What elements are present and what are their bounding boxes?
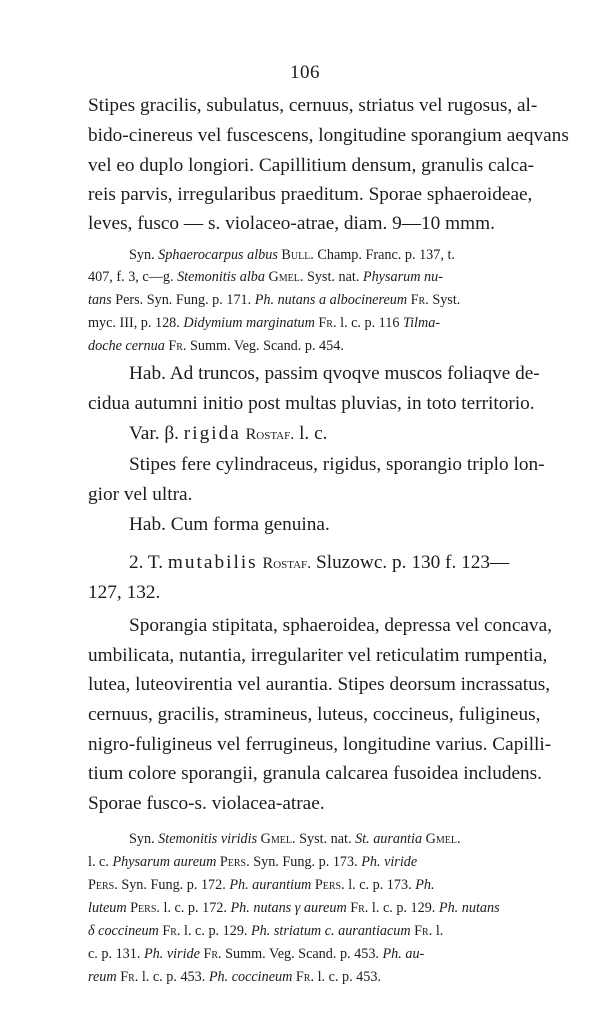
text-run: Syn. — [129, 247, 159, 263]
text-run: Stemonitis alba — [177, 269, 265, 285]
text-run: Rostaf. — [245, 426, 295, 443]
text-run: l. c. p. 129. — [180, 923, 252, 939]
text-run: Fr. — [168, 338, 187, 354]
text-run: l. c. p. 129. — [368, 900, 439, 916]
text-run: Fr. — [410, 292, 429, 308]
text-run: Syn. Fung. p. 173. — [249, 854, 362, 870]
text-run: Syn. Fung. p. 172. — [117, 877, 230, 893]
text-run: 2. T. — [129, 552, 168, 573]
synonym-line — [88, 269, 443, 286]
text-run: Bull. — [281, 247, 314, 263]
text-line: cernuus, gracilis, stramineus, luteus, coccineus, fuligineus, — [88, 704, 541, 725]
synonym-line — [88, 946, 424, 963]
text-run: tans — [88, 292, 112, 308]
text-run: Ph. coccineum — [208, 969, 293, 985]
synonym-line — [88, 338, 344, 355]
text-run: Syn. — [129, 831, 159, 847]
text-run: Sluzowc. p. 130 f. 123— — [311, 552, 510, 573]
text-run: Ph. — [415, 877, 435, 893]
text-line: Sporae fusco-s. violacea-atrae. — [88, 793, 325, 814]
text-line: leves, fusco — s. violaceo-atrae, diam. 9—10 mmm. — [88, 213, 495, 234]
text-line: lutea, luteovirentia vel aurantia. Stipes deorsum incrassatus, — [88, 674, 551, 695]
synonym-line — [88, 292, 460, 309]
text-run: Gmel. — [260, 831, 296, 847]
text-run: Fr. — [162, 923, 181, 939]
synonym-line — [88, 900, 500, 917]
text-run: l. c. p. 173. — [344, 877, 416, 893]
text-line: Stipes gracilis, subulatus, cernuus, striatus vel rugosus, al- — [88, 95, 538, 116]
text-run: luteum — [88, 900, 127, 916]
text-run: l. c. — [88, 854, 113, 870]
species-heading — [129, 552, 509, 574]
text-run: Ph. nutans a albocinereum — [254, 292, 408, 308]
text-run: Didymium marginatum — [183, 315, 315, 331]
text-run: Gmel. — [268, 269, 304, 285]
text-line: reis parvis, irregularibus praeditum. Sporae sphaeroideae, — [88, 184, 533, 205]
text-run: Gmel. — [425, 831, 461, 847]
text-run: Fr. — [318, 315, 337, 331]
text-run: Fr. — [203, 946, 222, 962]
text-run: Syst. nat. — [303, 269, 363, 285]
page-number: 106 — [290, 62, 320, 83]
text-run: l. c. p. 453. — [314, 969, 382, 985]
text-run: Ph. nutans — [438, 900, 500, 916]
variety-heading — [129, 423, 327, 445]
species-heading-cont: 127, 132. — [88, 582, 161, 603]
text-run: Rostaf. — [262, 555, 312, 572]
text-run: l. c. p. 116 — [336, 315, 403, 331]
synonym-line — [129, 247, 455, 264]
synonym-line — [88, 315, 440, 332]
text-run: Ph. viride — [361, 854, 418, 870]
text-run: Summ. Veg. Scand. p. 454. — [186, 338, 344, 354]
text-run: mutabilis — [167, 552, 258, 573]
text-run: Pers. — [314, 877, 345, 893]
synonym-line — [88, 877, 435, 894]
text-run: Tilma- — [402, 315, 441, 331]
text-run: Var. β. — [129, 423, 184, 444]
text-run: Ph. viride — [143, 946, 200, 962]
text-run: St. aurantia — [355, 831, 423, 847]
text-run: Physarum aureum — [112, 854, 217, 870]
text-run: Syst. nat. — [295, 831, 356, 847]
habitat-line: Hab. Ad truncos, passim qvoqve muscos foliaqve de- — [129, 363, 540, 384]
text-run: Pers. — [130, 900, 160, 916]
text-run: l. c. p. 453. — [138, 969, 209, 985]
text-run: l. c. — [294, 423, 328, 444]
text-run: Fr. — [350, 900, 369, 916]
habitat-line: cidua autumni initio post multas pluvias, in toto territorio. — [88, 393, 535, 414]
text-run: δ coccineum — [88, 923, 159, 939]
text-line: vel eo duplo longiori. Capillitium densum, granulis calca- — [88, 155, 535, 176]
text-line: gior vel ultra. — [88, 484, 193, 505]
text-run: Sphaerocarpus albus — [158, 247, 278, 263]
text-run: Ph. aurantium — [229, 877, 312, 893]
text-run: 407, f. 3, c—g. — [88, 269, 178, 285]
synonym-line — [88, 854, 417, 871]
text-run: Physarum nu- — [362, 269, 443, 285]
text-run: Ph. au- — [382, 946, 425, 962]
text-run: Ph. striatum c. aurantiacum — [251, 923, 411, 939]
text-line: tium colore sporangii, granula calcarea fusoidea includens. — [88, 763, 543, 784]
text-run: myc. III, p. 128. — [88, 315, 184, 331]
text-run: Summ. Veg. Scand. p. 453. — [221, 946, 383, 962]
text-run: l. c. p. 172. — [159, 900, 231, 916]
text-line: nigro-fuligineus vel ferrugineus, longitudine varius. Capilli- — [88, 734, 552, 755]
text-run: reum — [88, 969, 117, 985]
text-line: Sporangia stipitata, sphaeroidea, depressa vel concava, — [129, 615, 552, 636]
synonym-line — [129, 831, 461, 848]
synonym-line — [88, 969, 381, 986]
text-run: Syst. — [428, 292, 461, 308]
text-run: Fr. — [414, 923, 433, 939]
synonym-line — [88, 923, 443, 940]
text-line: umbilicata, nutantia, irregulariter vel reticulatim rumpentia, — [88, 645, 548, 666]
text-run: doche cernua — [88, 338, 165, 354]
habitat-line: Hab. Cum forma genuina. — [129, 514, 330, 535]
text-line: bido-cinereus vel fuscescens, longitudine sporangium aeqvans — [88, 125, 569, 146]
text-run: l. — [432, 923, 444, 939]
text-run: Pers. — [88, 877, 118, 893]
text-run: Pers. Syn. Fung. p. 171. — [111, 292, 255, 308]
text-line: Stipes fere cylindraceus, rigidus, sporangio triplo lon- — [129, 454, 545, 475]
text-run: Ph. nutans γ aureum — [230, 900, 347, 916]
text-run: Fr. — [295, 969, 315, 985]
text-run: Pers. — [219, 854, 250, 870]
text-run: c. p. 131. — [88, 946, 144, 962]
text-run: rigida — [183, 423, 241, 444]
text-run: Fr. — [120, 969, 139, 985]
text-run: Stemonitis viridis — [158, 831, 258, 847]
text-run: Champ. Franc. p. 137, t. — [313, 247, 455, 263]
